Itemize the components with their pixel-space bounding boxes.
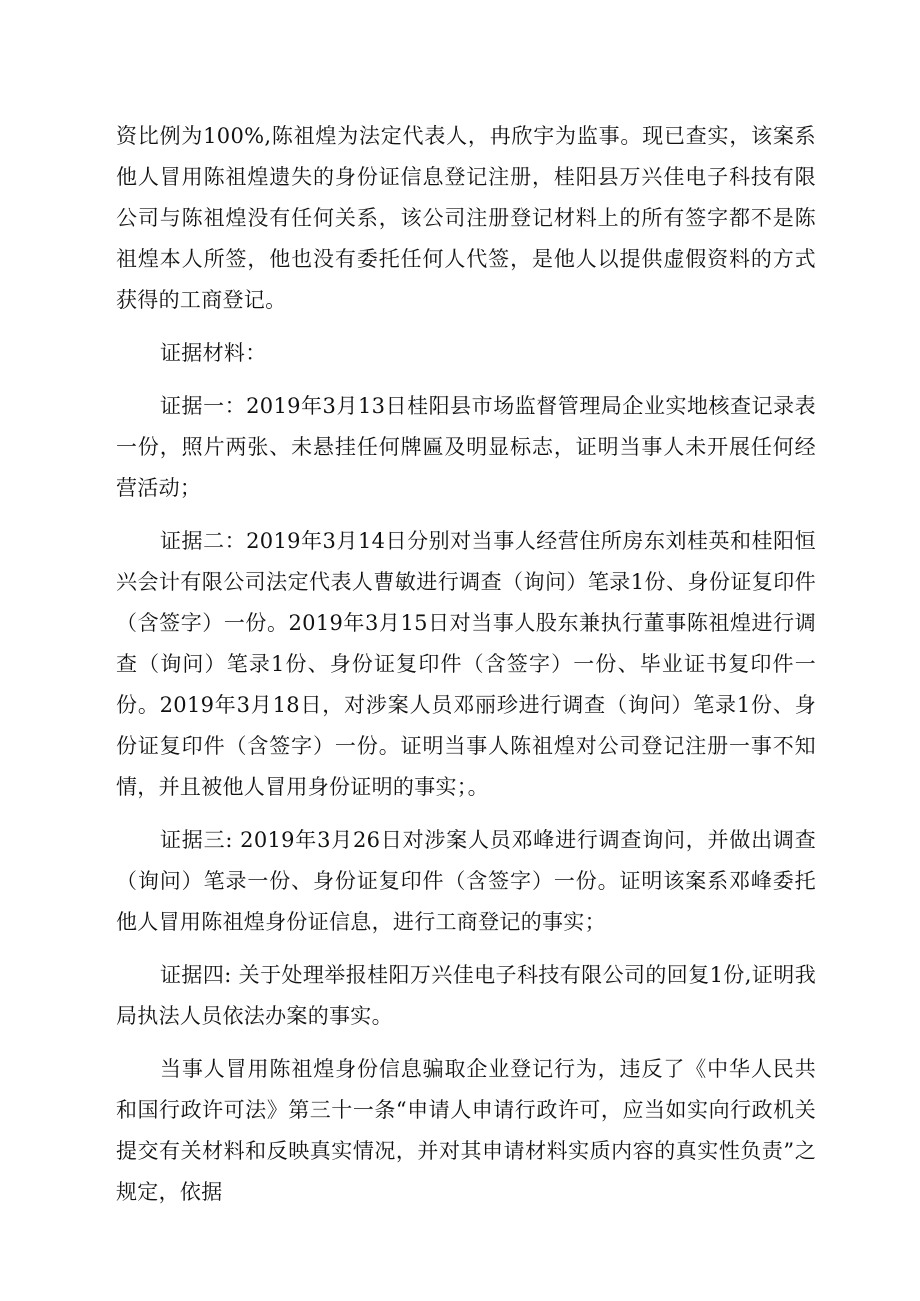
paragraph-evidence-4: 证据四: 关于处理举报桂阳万兴佳电子科技有限公司的回复1份,证明我局执法人员依法办案的事实。	[116, 963, 816, 1028]
paragraph-violation: 当事人冒用陈祖煌身份信息骗取企业登记行为，违反了《中华人民共和国行政许可法》第三十一条“申请人申请行政许可，应当如实向行政机关提交有关材料和反映真实情况，并对其申请材料实质内容的真实性负责”之规定，依据	[116, 1057, 816, 1204]
paragraph-evidence-2: 证据二：2019年3月14日分别对当事人经营住所房东刘桂英和桂阳恒兴会计有限公司法定代表人曹敏进行调查（询问）笔录1份、身份证复印件（含签字）一份。2019年3月15日对当事人股东兼执行董事陈祖煌进行调查（询问）笔录1份、身份证复印件（含签字）一份、毕业证书复印件一份。2019年3月18日，对涉案人员邓丽珍进行调查（询问）笔录1份、身份证复印件（含签字）一份。证明当事人陈祖煌对公司登记注册一事不知情，并且被他人冒用身份证明的事实；。	[116, 529, 816, 799]
paragraph-evidence-1: 证据一：2019年3月13日桂阳县市场监督管理局企业实地核查记录表一份，照片两张、未悬挂任何牌匾及明显标志，证明当事人未开展任何经营活动；	[116, 394, 816, 500]
document-body	[116, 116, 816, 1225]
paragraph-evidence-3: 证据三: 2019年3月26日对涉案人员邓峰进行调查询问，并做出调查（询问）笔录一份、身份证复印件（含签字）一份。证明该案系邓峰委托他人冒用陈祖煌身份证信息，进行工商登记的事实；	[116, 828, 816, 934]
paragraph-evidence-heading: 证据材料：	[160, 341, 267, 365]
paragraph-continuation: 资比例为100%,陈祖煌为法定代表人，冉欣宇为监事。现已查实，该案系他人冒用陈祖煌遗失的身份证信息登记注册，桂阳县万兴佳电子科技有限公司与陈祖煌没有任何关系，该公司注册登记材料上的所有签字都不是陈祖煌本人所签，他也没有委托任何人代签，是他人以提供虚假资料的方式获得的工商登记。	[116, 124, 816, 312]
